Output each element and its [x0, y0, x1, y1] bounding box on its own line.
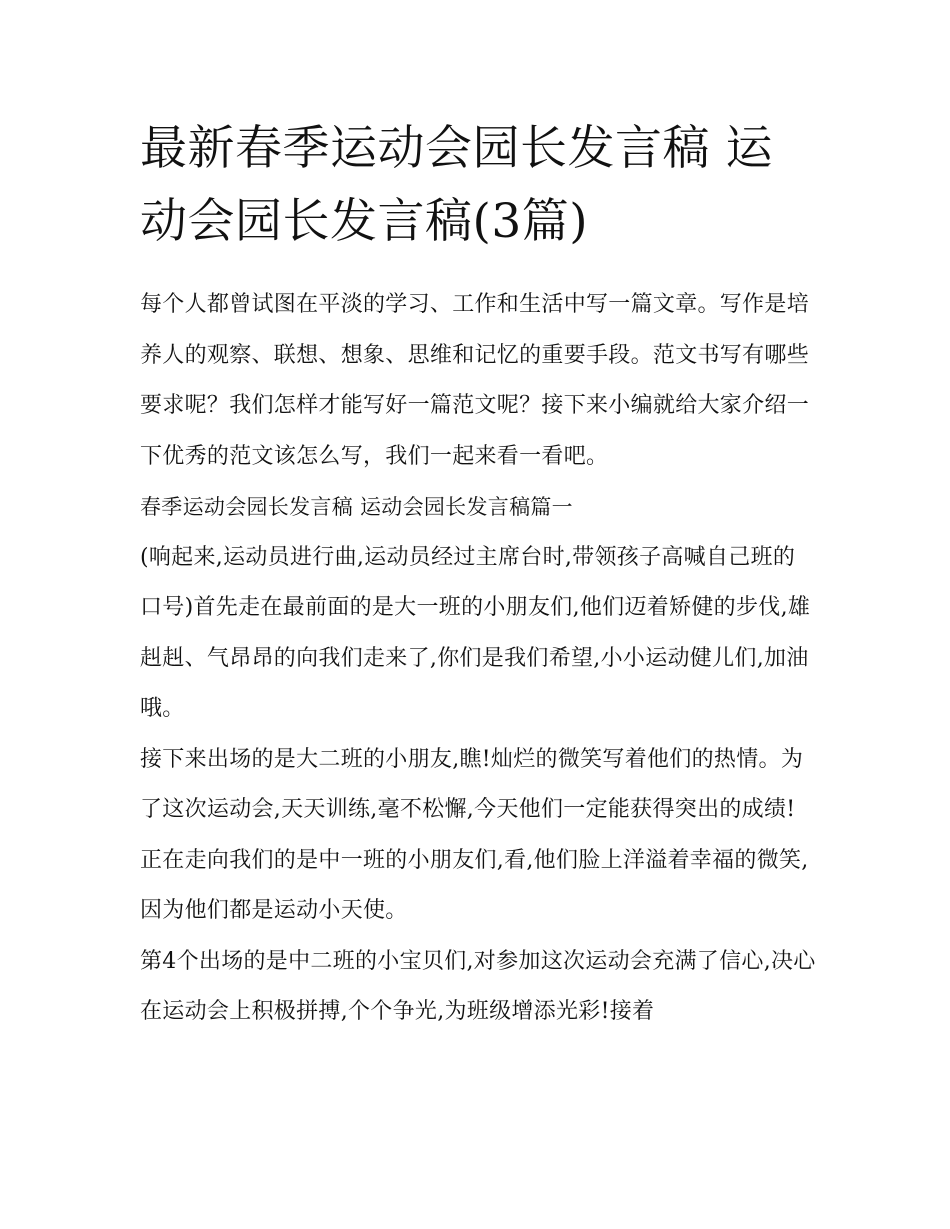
document-body	[140, 280, 816, 1038]
body-paragraph: 第4个出场的是中二班的小宝贝们,对参加这次运动会充满了信心,决心在运动会上积极拼搏,个个争光,为班级增添光彩!接着	[140, 948, 816, 1024]
intro-paragraph: 每个人都曾试图在平淡的学习、工作和生活中写一篇文章。写作是培养人的观察、联想、想象、思维和记忆的重要手段。范文书写有哪些要求呢？我们怎样才能写好一篇范文呢？接下来小编就给大家介绍一下优秀的范文该怎么写，我们一起来看一看吧。	[140, 292, 810, 469]
body-paragraph: (响起来,运动员进行曲,运动员经过主席台时,带领孩子高喊自己班的口号)首先走在最前面的是大一班的小朋友们,他们迈着矫健的步伐,雄赳赳、气昂昂的向我们走来了,你们是我们希望,小小运动健儿们,加油哦。	[140, 544, 811, 721]
document-title: 最新春季运动会园长发言稿 运动会园长发言稿(3篇)	[140, 121, 773, 249]
body-paragraph: 接下来出场的是大二班的小朋友,瞧!灿烂的微笑写着他们的热情。为了这次运动会,天天训练,毫不松懈,今天他们一定能获得突出的成绩!正在走向我们的是中一班的小朋友们,看,他们脸上洋溢着幸福的微笑,因为他们都是运动小天使。	[140, 746, 809, 923]
section-heading: 春季运动会园长发言稿 运动会园长发言稿篇一	[140, 495, 573, 519]
